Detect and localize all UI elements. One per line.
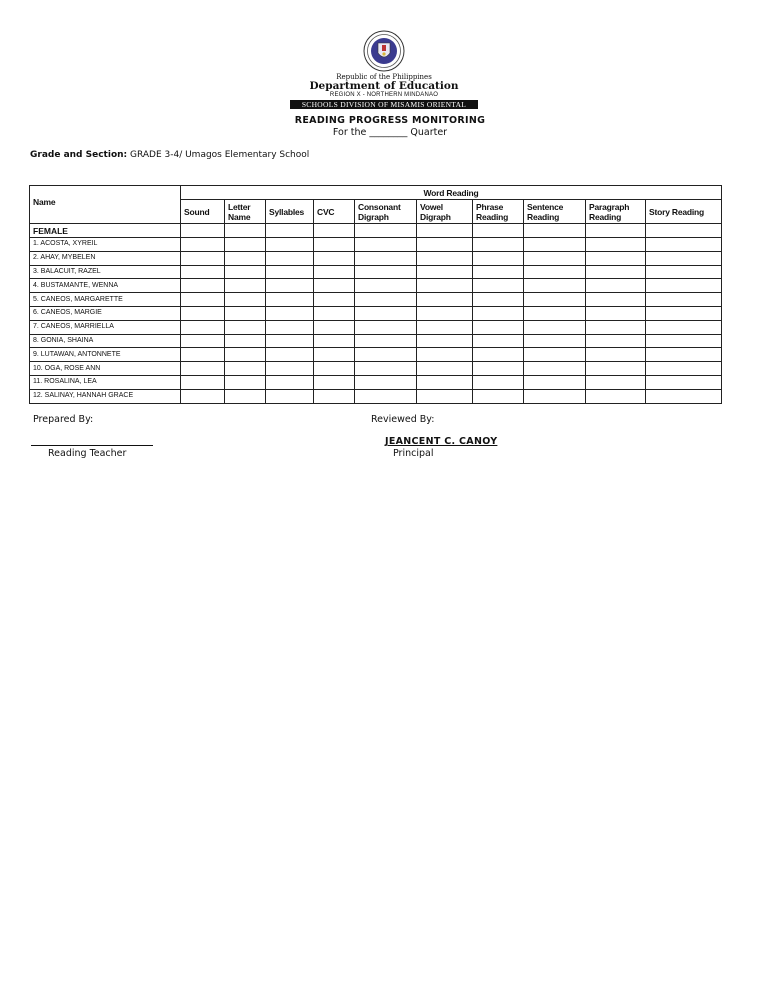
score-cell xyxy=(266,265,314,279)
score-cell xyxy=(646,238,722,252)
score-cell xyxy=(266,306,314,320)
score-cell xyxy=(586,238,646,252)
score-cell xyxy=(266,238,314,252)
score-cell xyxy=(417,293,473,307)
score-cell xyxy=(355,348,417,362)
score-cell xyxy=(181,389,225,403)
column-header-line: Reading xyxy=(476,211,509,222)
student-name: 2. AHAY, MYBELEN xyxy=(30,251,181,265)
score-cell xyxy=(266,389,314,403)
score-cell xyxy=(524,375,586,389)
column-header-line: Reading xyxy=(527,211,560,222)
student-name: 7. CANEOS, MARRIELLA xyxy=(30,320,181,334)
score-cell xyxy=(314,375,355,389)
score-cell xyxy=(225,362,266,376)
score-cell xyxy=(181,238,225,252)
prepared-by-label: Prepared By: xyxy=(33,414,94,425)
score-cell xyxy=(524,293,586,307)
score-cell xyxy=(355,238,417,252)
table-row xyxy=(30,238,722,252)
score-cell xyxy=(524,279,586,293)
letterhead xyxy=(0,30,768,109)
column-header-line: Vowel xyxy=(420,201,443,212)
table-row xyxy=(30,334,722,348)
word-reading-header: Word Reading xyxy=(181,186,722,200)
score-cell xyxy=(646,224,722,238)
score-cell xyxy=(524,348,586,362)
score-cell xyxy=(225,334,266,348)
score-cell xyxy=(417,375,473,389)
score-cell xyxy=(181,293,225,307)
score-cell xyxy=(355,265,417,279)
name-header: Name xyxy=(30,186,181,224)
student-name: 10. OGA, ROSE ANN xyxy=(30,362,181,376)
score-cell xyxy=(646,279,722,293)
column-header xyxy=(225,200,266,224)
score-cell xyxy=(314,238,355,252)
reviewed-by-label: Reviewed By: xyxy=(371,414,435,425)
score-cell xyxy=(355,375,417,389)
republic-line: Republic of the Philippines xyxy=(336,73,432,81)
score-cell xyxy=(417,238,473,252)
score-cell xyxy=(225,224,266,238)
score-cell xyxy=(225,320,266,334)
score-cell xyxy=(417,334,473,348)
score-cell xyxy=(473,224,524,238)
score-cell xyxy=(473,306,524,320)
score-cell xyxy=(524,306,586,320)
score-cell xyxy=(181,224,225,238)
score-cell xyxy=(181,251,225,265)
teacher-signature-line xyxy=(31,445,153,446)
score-cell xyxy=(181,320,225,334)
score-cell xyxy=(586,334,646,348)
score-cell xyxy=(524,320,586,334)
score-cell xyxy=(266,251,314,265)
score-cell xyxy=(314,348,355,362)
score-cell xyxy=(355,251,417,265)
student-name: 5. CANEOS, MARGARETTE xyxy=(30,293,181,307)
score-cell xyxy=(314,334,355,348)
score-cell xyxy=(646,334,722,348)
score-cell xyxy=(314,224,355,238)
column-header xyxy=(473,200,524,224)
score-cell xyxy=(473,279,524,293)
score-cell xyxy=(417,306,473,320)
table-row xyxy=(30,362,722,376)
score-cell xyxy=(417,279,473,293)
score-cell xyxy=(314,265,355,279)
score-cell xyxy=(314,320,355,334)
region-line: REGION X - NORTHERN MINDANAO xyxy=(329,92,439,98)
score-cell xyxy=(355,362,417,376)
score-cell xyxy=(473,362,524,376)
column-header xyxy=(646,200,722,224)
score-cell xyxy=(417,320,473,334)
score-cell xyxy=(586,306,646,320)
principal-name: JEANCENT C. CANOY xyxy=(385,436,498,447)
column-header xyxy=(417,200,473,224)
progress-table xyxy=(29,185,722,404)
score-cell xyxy=(524,238,586,252)
table-row xyxy=(30,320,722,334)
score-cell xyxy=(473,293,524,307)
column-header-line: Story Reading xyxy=(649,206,705,217)
column-header-line: Sentence xyxy=(527,201,564,212)
score-cell xyxy=(181,362,225,376)
section-label: FEMALE xyxy=(30,224,181,238)
grade-label: Grade and Section: xyxy=(30,150,128,160)
column-header-line: Digraph xyxy=(358,211,389,222)
score-cell xyxy=(417,265,473,279)
grade-section xyxy=(30,150,309,160)
column-header-line: Digraph xyxy=(420,211,451,222)
table-row xyxy=(30,279,722,293)
column-header xyxy=(586,200,646,224)
score-cell xyxy=(266,334,314,348)
score-cell xyxy=(225,306,266,320)
grade-value: GRADE 3-4/ Umagos Elementary School xyxy=(127,150,310,160)
score-cell xyxy=(524,224,586,238)
score-cell xyxy=(646,348,722,362)
score-cell xyxy=(586,293,646,307)
score-cell xyxy=(524,251,586,265)
table-row xyxy=(30,306,722,320)
score-cell xyxy=(586,320,646,334)
column-header-line: CVC xyxy=(317,206,335,217)
teacher-role: Reading Teacher xyxy=(48,448,127,459)
score-cell xyxy=(586,362,646,376)
score-cell xyxy=(586,224,646,238)
score-cell xyxy=(473,334,524,348)
score-cell xyxy=(314,293,355,307)
score-cell xyxy=(646,251,722,265)
column-header-line: Sound xyxy=(184,206,210,217)
score-cell xyxy=(314,279,355,293)
score-cell xyxy=(524,362,586,376)
column-header xyxy=(355,200,417,224)
column-header-line: Letter xyxy=(228,201,251,212)
score-cell xyxy=(314,306,355,320)
student-name: 4. BUSTAMANTE, WENNA xyxy=(30,279,181,293)
score-cell xyxy=(473,265,524,279)
score-cell xyxy=(646,265,722,279)
score-cell xyxy=(524,389,586,403)
principal-role: Principal xyxy=(393,448,434,459)
score-cell xyxy=(524,265,586,279)
student-name: 6. CANEOS, MARGIE xyxy=(30,306,181,320)
student-name: 9. LUTAWAN, ANTONNETE xyxy=(30,348,181,362)
score-cell xyxy=(417,348,473,362)
score-cell xyxy=(355,293,417,307)
score-cell xyxy=(225,389,266,403)
score-cell xyxy=(266,293,314,307)
score-cell xyxy=(355,334,417,348)
score-cell xyxy=(473,348,524,362)
score-cell xyxy=(266,224,314,238)
score-cell xyxy=(646,362,722,376)
score-cell xyxy=(586,265,646,279)
deped-seal-icon xyxy=(363,30,405,72)
score-cell xyxy=(355,224,417,238)
quarter-line: For the ________ Quarter xyxy=(332,127,448,138)
score-cell xyxy=(646,293,722,307)
table-row xyxy=(30,251,722,265)
score-cell xyxy=(314,362,355,376)
column-header-line: Phrase xyxy=(476,201,504,212)
column-header-line: Syllables xyxy=(269,206,305,217)
score-cell xyxy=(266,375,314,389)
page-title: READING PROGRESS MONITORING xyxy=(294,115,486,126)
score-cell xyxy=(586,279,646,293)
student-name: 11. ROSALINA, LEA xyxy=(30,375,181,389)
score-cell xyxy=(181,375,225,389)
division-banner: SCHOOLS DIVISION OF MISAMIS ORIENTAL xyxy=(290,100,478,109)
score-cell xyxy=(646,389,722,403)
column-header-line: Name xyxy=(228,211,251,222)
score-cell xyxy=(314,389,355,403)
table-row xyxy=(30,293,722,307)
score-cell xyxy=(181,348,225,362)
score-cell xyxy=(355,306,417,320)
column-header xyxy=(314,200,355,224)
score-cell xyxy=(225,238,266,252)
score-cell xyxy=(181,334,225,348)
column-header xyxy=(524,200,586,224)
table-row xyxy=(30,348,722,362)
score-cell xyxy=(473,375,524,389)
student-name: 3. BALACUIT, RAZEL xyxy=(30,265,181,279)
score-cell xyxy=(417,389,473,403)
score-cell xyxy=(225,348,266,362)
score-cell xyxy=(586,375,646,389)
table-row xyxy=(30,265,722,279)
score-cell xyxy=(473,251,524,265)
score-cell xyxy=(355,320,417,334)
score-cell xyxy=(524,334,586,348)
score-cell xyxy=(225,375,266,389)
score-cell xyxy=(586,389,646,403)
score-cell xyxy=(473,238,524,252)
column-header-line: Reading xyxy=(589,211,622,222)
score-cell xyxy=(181,279,225,293)
score-cell xyxy=(266,320,314,334)
column-header xyxy=(181,200,225,224)
score-cell xyxy=(225,293,266,307)
column-header-line: Paragraph xyxy=(589,201,630,212)
score-cell xyxy=(355,279,417,293)
score-cell xyxy=(225,251,266,265)
score-cell xyxy=(314,251,355,265)
department-line: Department of Education xyxy=(309,80,459,92)
score-cell xyxy=(225,265,266,279)
score-cell xyxy=(586,348,646,362)
column-header xyxy=(266,200,314,224)
score-cell xyxy=(181,306,225,320)
student-name: 1. ACOSTA, XYREIL xyxy=(30,238,181,252)
score-cell xyxy=(473,320,524,334)
section-row xyxy=(30,224,722,238)
score-cell xyxy=(355,389,417,403)
table-row xyxy=(30,389,722,403)
score-cell xyxy=(586,251,646,265)
score-cell xyxy=(417,362,473,376)
score-cell xyxy=(266,362,314,376)
column-header-line: Consonant xyxy=(358,201,401,212)
score-cell xyxy=(646,320,722,334)
score-cell xyxy=(181,265,225,279)
score-cell xyxy=(266,279,314,293)
score-cell xyxy=(646,306,722,320)
score-cell xyxy=(646,375,722,389)
score-cell xyxy=(417,224,473,238)
score-cell xyxy=(266,348,314,362)
student-name: 12. SALINAY, HANNAH GRACE xyxy=(30,389,181,403)
student-name: 8. GONIA, SHAINA xyxy=(30,334,181,348)
score-cell xyxy=(417,251,473,265)
score-cell xyxy=(225,279,266,293)
score-cell xyxy=(473,389,524,403)
table-row xyxy=(30,375,722,389)
